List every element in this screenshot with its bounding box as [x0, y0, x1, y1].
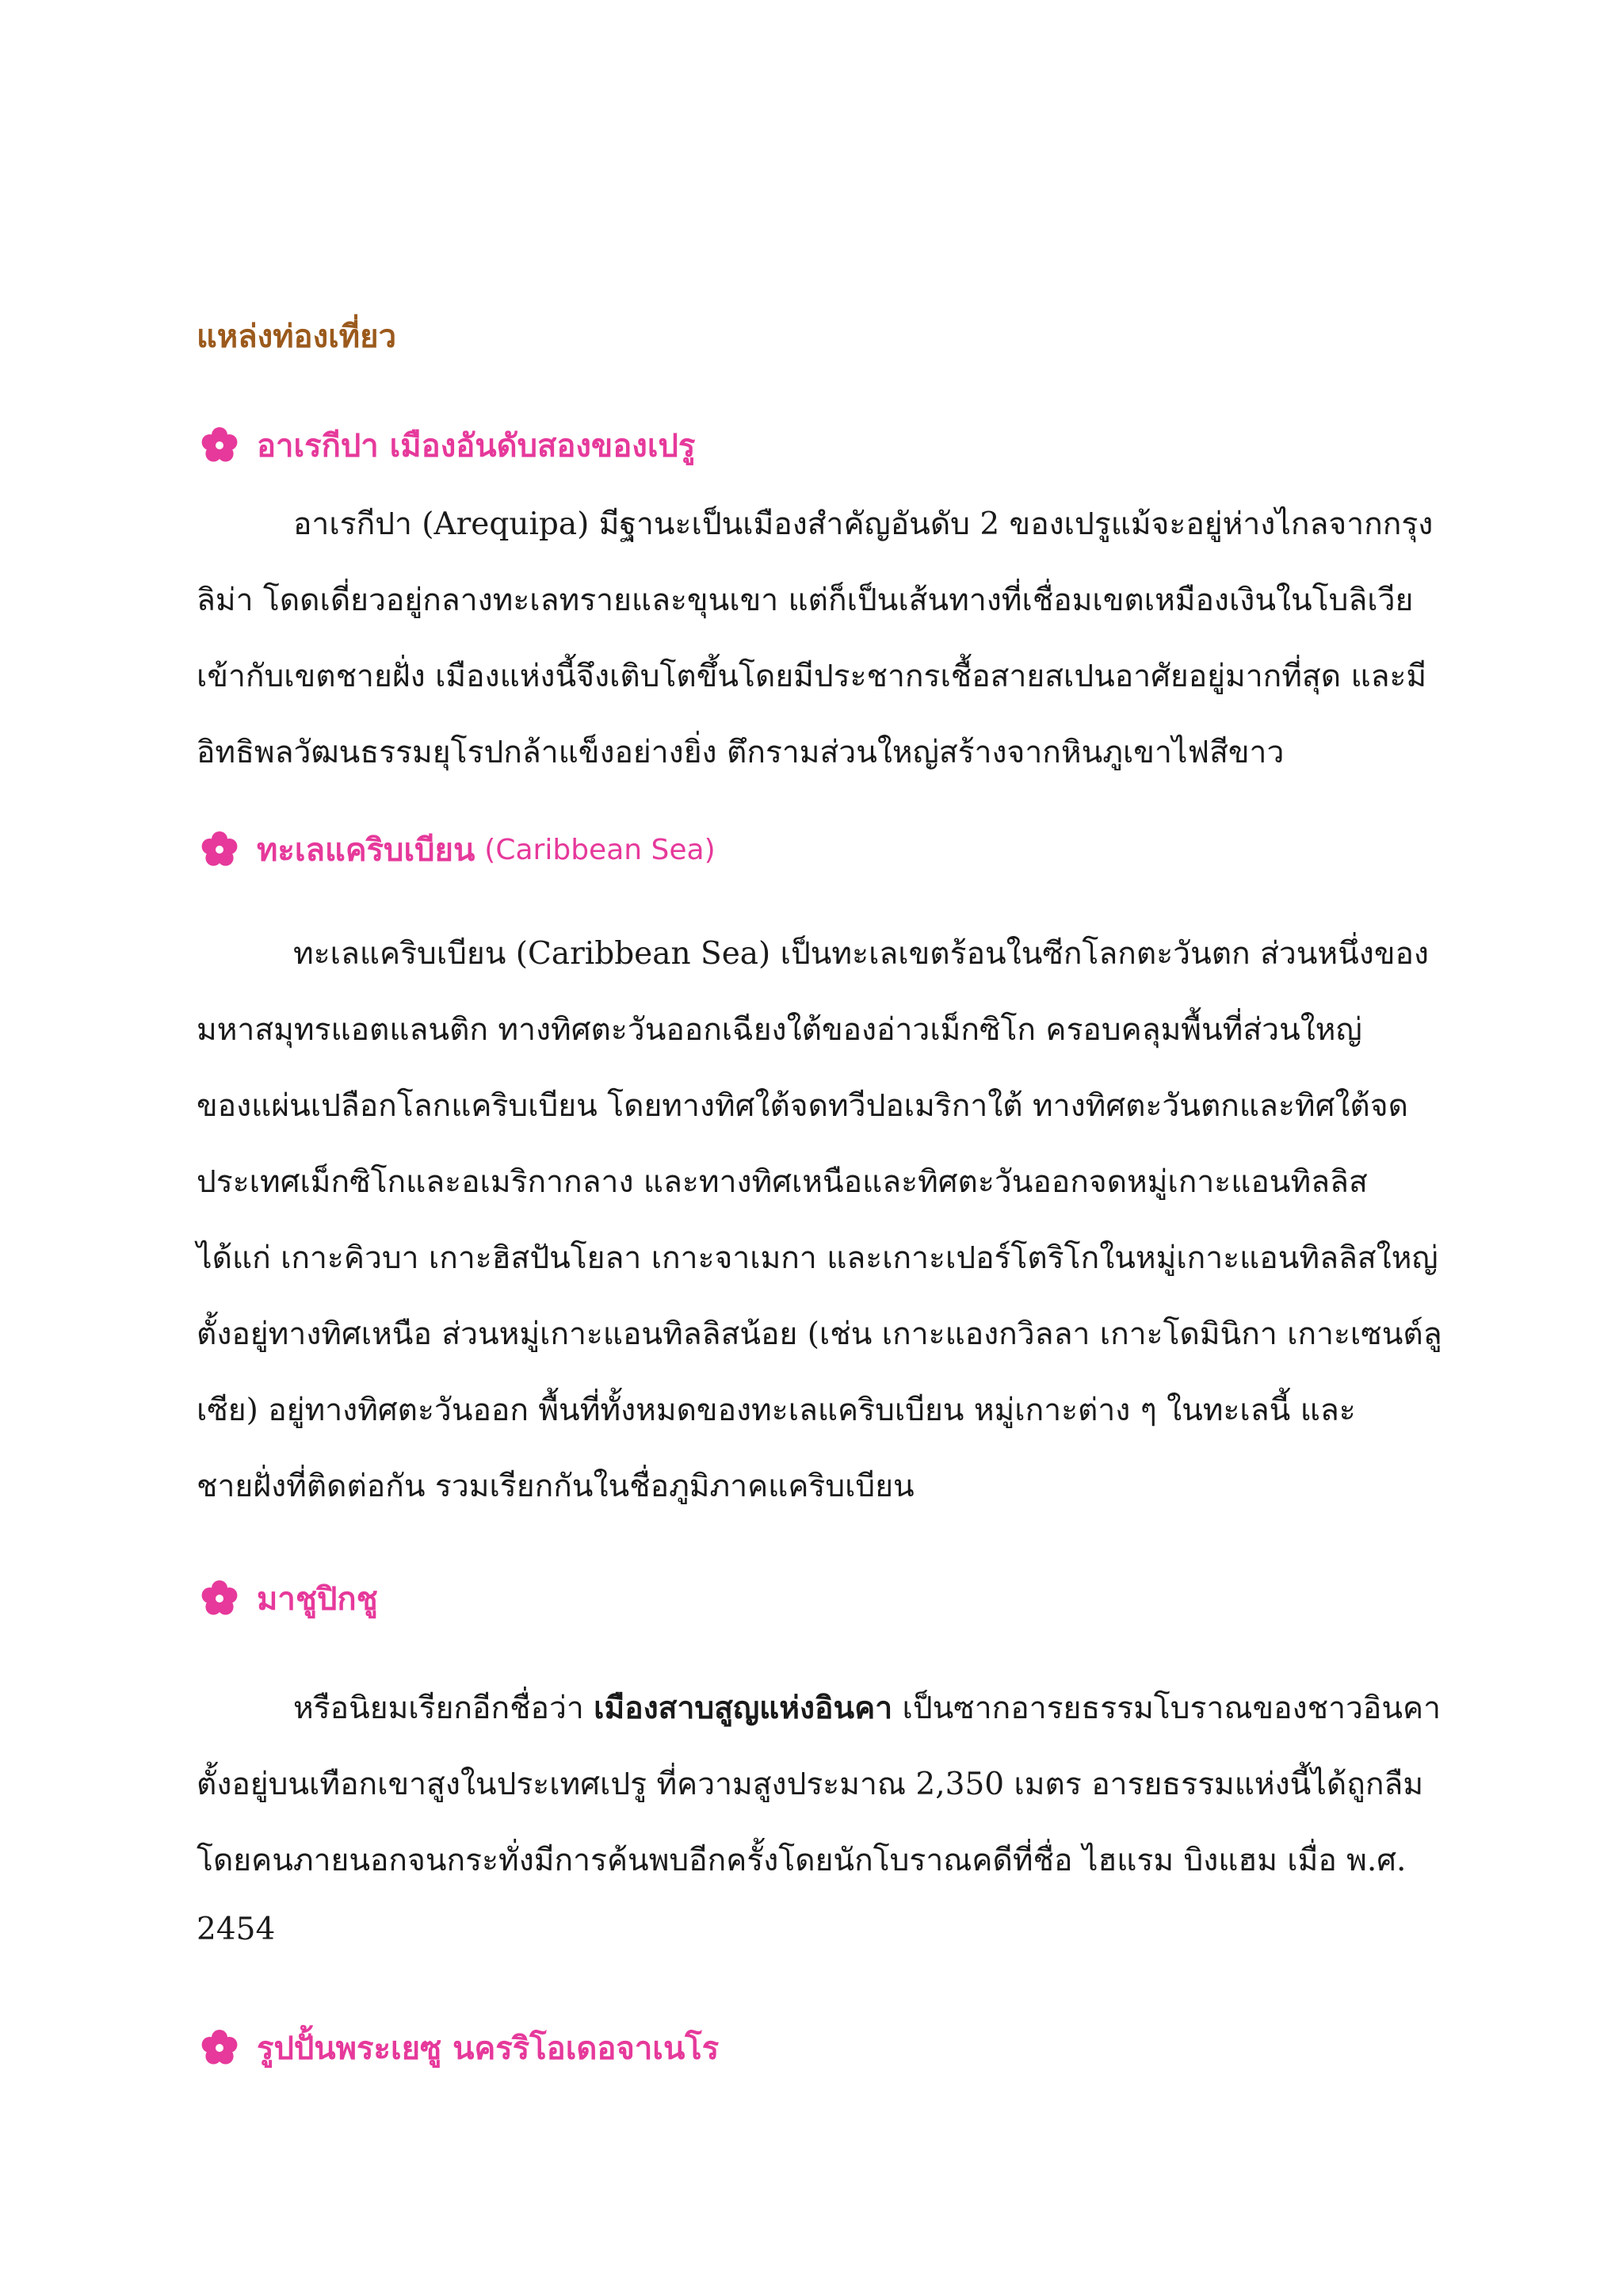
paragraph-line: ประเทศเม็กซิโกและอเมริกากลาง และทางทิศเหนือและทิศตะวันออกจดหมู่เกาะแอนทิลลิส	[197, 1164, 1368, 1200]
paragraph-line: ทะเลแคริบเบียน (Caribbean Sea) เป็นทะเลเขตร้อนในซีกโลกตะวันตก ส่วนหนึ่งของ	[293, 936, 1429, 972]
paragraph-line: เข้ากับเขตชายฝั่ง เมืองแห่งนี้จึงเติบโตขึ้นโดยมีประชากรเชื้อสายสเปนอาศัยอยู่มากที่สุด และมี	[197, 659, 1427, 694]
emphasized-text: เมืองสาบสูญแห่งอินคา	[594, 1690, 893, 1726]
paragraph-line: อาเรกีปา (Arequipa) มีฐานะเป็นเมืองสำคัญอันดับ 2 ของเปรูแม้จะอยู่ห่างไกลจากกรุง	[293, 506, 1434, 542]
section-title-latin: (Caribbean Sea)	[484, 833, 716, 866]
section-title-text: รูปปั้นพระเยซู นครริโอเดอจาเนโร	[257, 2030, 720, 2067]
section-title-christ-redeemer	[197, 2023, 719, 2073]
paragraph-line: 2454	[197, 1912, 276, 1947]
paragraph-line: เซีย) อยู่ทางทิศตะวันออก พื้นที่ทั้งหมดของทะเลแคริบเบียน หมู่เกาะต่าง ๆ ในทะเลนี้ และ	[197, 1392, 1356, 1428]
section-title-text: มาชูปิกชู	[257, 1580, 378, 1618]
paragraph-line: ตั้งอยู่ทางทิศเหนือ ส่วนหมู่เกาะแอนทิลลิสน้อย (เช่น เกาะแองกวิลลา เกาะโดมินิกา เกาะเซนต์ลู	[197, 1316, 1442, 1352]
paragraph-line: โดยคนภายนอกจนกระทั่งมีการค้นพบอีกครั้งโดยนักโบราณคดีที่ชื่อ ไฮแรม บิงแฮม เมื่อ พ.ศ.	[197, 1843, 1407, 1878]
paragraph-line: ลิม่า โดดเดี่ยวอยู่กลางทะเลทรายและขุนเขา แต่ก็เป็นเส้นทางที่เชื่อมเขตเหมืองเงินในโบลิเวีย	[197, 583, 1414, 618]
section-title-caribbean	[197, 824, 716, 875]
section-title-machu-picchu	[197, 1573, 378, 1624]
flower-icon	[200, 1579, 239, 1618]
page-heading: แหล่งท่องเที่ยว	[197, 318, 397, 355]
line-text: เป็นซากอารยธรรมโบราณของชาวอินคา	[892, 1690, 1441, 1726]
flower-icon	[200, 2028, 239, 2068]
flower-icon	[200, 830, 239, 869]
section-title-text: ทะเลแคริบเบียน	[257, 831, 475, 869]
paragraph-line: อิทธิพลวัฒนธรรมยุโรปกล้าแข็งอย่างยิ่ง ตึกรามส่วนใหญ่สร้างจากหินภูเขาไฟสีขาว	[197, 735, 1285, 770]
paragraph-line: มหาสมุทรแอตแลนติก ทางทิศตะวันออกเฉียงใต้ของอ่าวเม็กซิโก ครอบคลุมพื้นที่ส่วนใหญ่	[197, 1012, 1362, 1048]
paragraph-line: ของแผ่นเปลือกโลกแคริบเบียน โดยทางทิศใต้จดทวีปอเมริกาใต้ ทางทิศตะวันตกและทิศใต้จด	[197, 1088, 1408, 1124]
paragraph-line	[293, 1683, 1441, 1733]
section-title-arequipa	[197, 420, 695, 471]
paragraph-line: ตั้งอยู่บนเทือกเขาสูงในประเทศเปรู ที่ความสูงประมาณ 2,350 เมตร อารยธรรมแห่งนี้ได้ถูกลืม	[197, 1767, 1424, 1802]
line-text: หรือนิยมเรียกอีกชื่อว่า	[293, 1690, 594, 1726]
flower-icon	[200, 426, 239, 465]
section-title-text: อาเรกีปา เมืองอันดับสองของเปรู	[257, 427, 696, 464]
paragraph-line: ได้แก่ เกาะคิวบา เกาะฮิสปันโยลา เกาะจาเมกา และเกาะเปอร์โตริโกในหมู่เกาะแอนทิลลิสใหญ่	[197, 1240, 1438, 1276]
paragraph-line: ชายฝั่งที่ติดต่อกัน รวมเรียกกันในชื่อภูมิภาคแคริบเบียน	[197, 1469, 915, 1504]
